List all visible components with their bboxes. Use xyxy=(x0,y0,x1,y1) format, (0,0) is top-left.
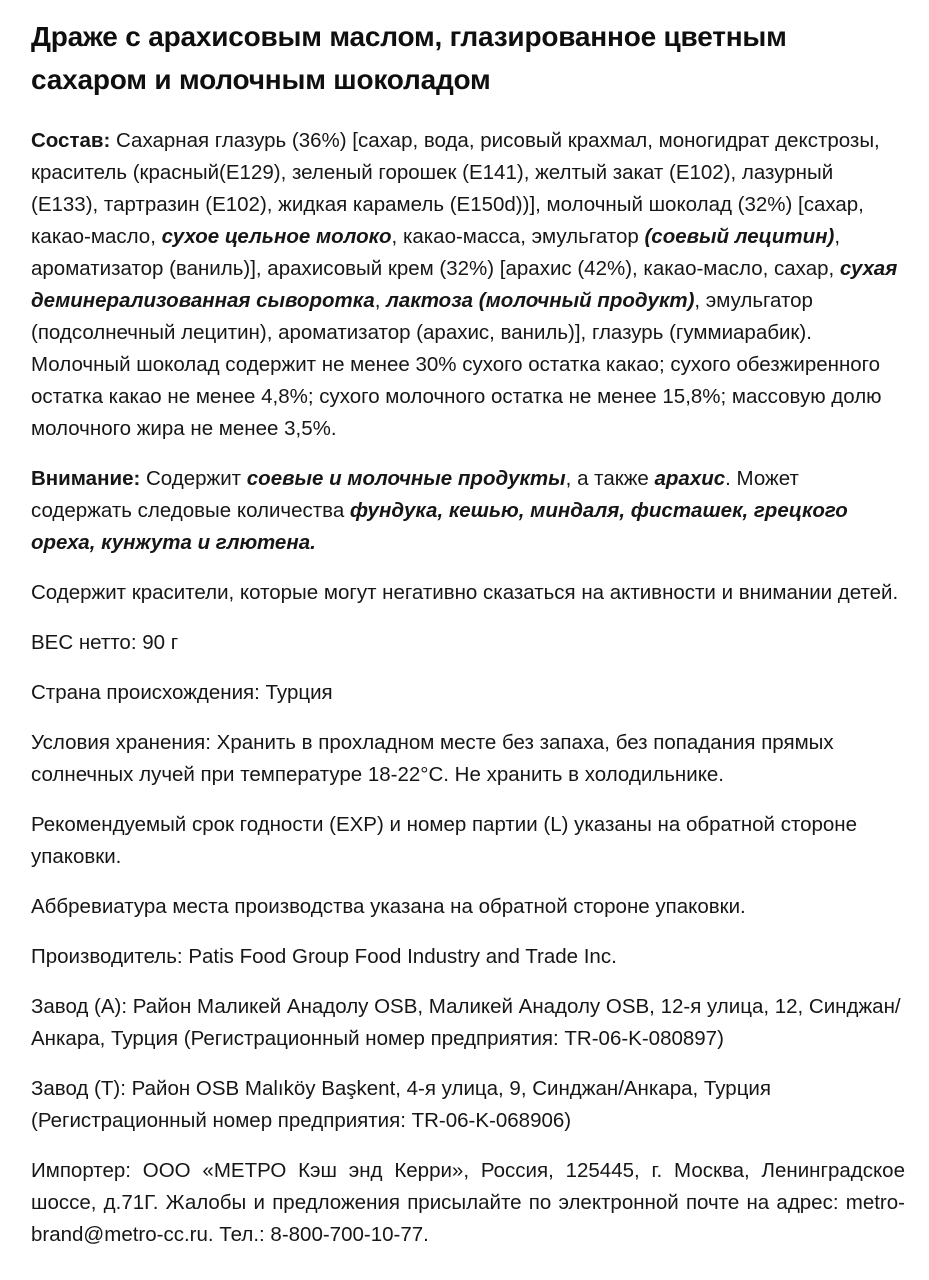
text-run: Завод (А): Район Маликей Анадолу OSB, Маликей Анадолу OSB, 12-я улица, 12, Синджан/Анкара, Турция (Регистрационный номер предприятия: TR-06-K-080897) xyxy=(31,995,901,1050)
text-run: Условия хранения: Хранить в прохладном месте без запаха, без попадания прямых солнечных лучей при температуре 18-22°С. Не хранить в холодильнике. xyxy=(31,731,834,786)
text-run: Сахарная глазурь (36%) [сахар, вода, рисовый крахмал, моногидрат декстрозы, краситель (красный(E129), зеленый горошек (E141), желтый закат (E102), лазурный (E133), тартразин (E102), жидкая карамель (E150d))], молочный шоколад (32%) [сахар, какао-масло, xyxy=(31,129,880,248)
text-run: Производитель: Patis Food Group Food Industry and Trade Inc. xyxy=(31,945,617,968)
text-run: (соевый лецитин) xyxy=(644,225,835,248)
paragraphs-container xyxy=(31,125,905,1251)
paragraph-importer xyxy=(31,1155,905,1251)
text-run: Страна происхождения: Турция xyxy=(31,681,333,704)
paragraph-factory-t xyxy=(31,1073,905,1137)
text-run: ВЕС нетто: 90 г xyxy=(31,631,179,654)
paragraph-factory-a xyxy=(31,991,905,1055)
paragraph-country-of-origin xyxy=(31,677,905,709)
text-run: лактоза (молочный продукт) xyxy=(386,289,695,312)
text-run: сухая деминерализованная сыворотка xyxy=(31,257,898,312)
paragraph-production-place-note xyxy=(31,891,905,923)
text-run: сухое цельное молоко xyxy=(161,225,392,248)
text-run: Аббревиатура места производства указана на обратной стороне упаковки. xyxy=(31,895,746,918)
text-run: . Может содержать следовые количества xyxy=(31,467,799,522)
paragraph-composition xyxy=(31,125,905,445)
text-run: Внимание: xyxy=(31,467,141,490)
page-title: Драже с арахисовым маслом, глазированное цветным сахаром и молочным шоколадом xyxy=(31,21,787,95)
paragraph-storage-conditions xyxy=(31,727,905,791)
text-run: Импортер: ООО «МЕТРО Кэш энд Керри», Россия, 125445, г. Москва, Ленинградское шоссе, д.71Г. Жалобы и предложения присылайте по электронной почте на адрес: metro-brand@metro-cc.ru. Тел.: 8-800-700-10-77. xyxy=(31,1159,905,1246)
text-run: Завод (Т): Район OSB Malıköy Başkent, 4-я улица, 9, Синджан/Анкара, Турция (Регистрационный номер предприятия: TR-06-K-068906) xyxy=(31,1077,771,1132)
text-run: , эмульгатор (подсолнечный лецитин), ароматизатор (арахис, ваниль)], глазурь (гуммиарабик). Молочный шоколад содержит не менее 30% сухого остатка какао; сухого обезжиренного остатка какао не менее 4,8%; сухого молочного остатка не менее 15,8%; массовую долю молочного жира не менее 3,5%. xyxy=(31,289,882,440)
text-run: , какао-масса, эмульгатор xyxy=(391,225,645,248)
paragraph-allergy-warning xyxy=(31,463,905,559)
paragraph-net-weight xyxy=(31,627,905,659)
text-run: , ароматизатор (ваниль)], арахисовый крем (32%) [арахис (42%), какао-масло, сахар, xyxy=(31,225,841,280)
text-run: соевые и молочные продукты xyxy=(246,467,566,490)
paragraph-dyes-warning xyxy=(31,577,905,609)
text-run: Содержит xyxy=(140,467,247,490)
text-run: Состав: xyxy=(31,129,111,152)
paragraph-expiry-batch-note xyxy=(31,809,905,873)
text-run: , xyxy=(374,289,387,312)
paragraph-manufacturer xyxy=(31,941,905,973)
text-run: Содержит красители, которые могут негативно сказаться на активности и внимании детей. xyxy=(31,581,899,604)
text-run: Рекомендуемый срок годности (EXP) и номер партии (L) указаны на обратной стороне упаковки. xyxy=(31,813,858,868)
text-run: , а также xyxy=(565,467,655,490)
text-run: арахис xyxy=(654,467,726,490)
text-run: фундука, кешью, миндаля, фисташек, грецкого ореха, кунжута и глютена. xyxy=(31,499,848,554)
